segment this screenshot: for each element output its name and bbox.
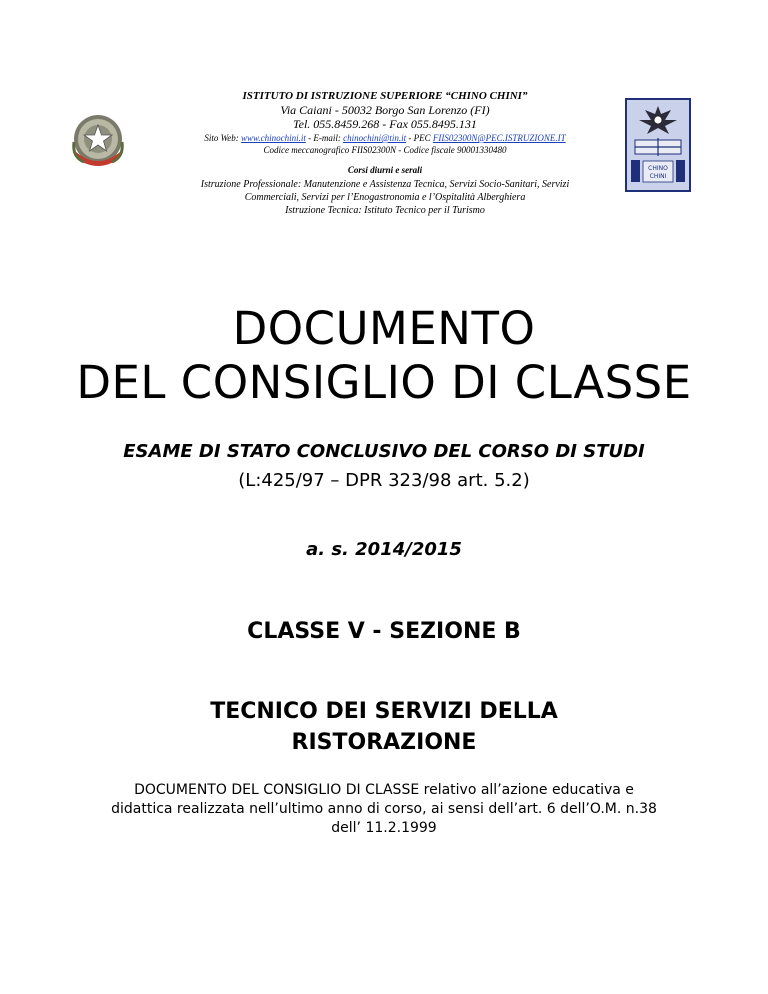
- pec-prefix: - PEC: [406, 133, 433, 143]
- crest-label-line2: CHINI: [649, 173, 667, 180]
- description-line-1: DOCUMENTO DEL CONSIGLIO DI CLASSE relativo all’azione educativa e: [134, 782, 634, 798]
- republic-emblem: [70, 112, 126, 174]
- law-reference: (L:425/97 – DPR 323/98 art. 5.2): [238, 470, 530, 491]
- email-prefix: - E-mail:: [305, 133, 344, 143]
- exam-subtitle: ESAME DI STATO CONCLUSIVO DEL CORSO DI STUDI: [123, 441, 645, 462]
- class-section: CLASSE V - SEZIONE B: [247, 619, 521, 644]
- institute-contacts: [130, 133, 640, 143]
- institute-phone: Tel. 055.8459.268 - Fax 055.8495.131: [293, 117, 477, 131]
- courses-description: [150, 178, 620, 217]
- school-year: a. s. 2014/2015: [306, 539, 462, 560]
- crest-label-line1: CHINO: [648, 165, 668, 172]
- courses-line-2: Commerciali, Servizi per l’Enogastronomia e l’Ospitalità Alberghiera: [244, 192, 526, 203]
- title-line-1: DOCUMENTO: [232, 302, 536, 355]
- website-link[interactable]: www.chinochini.it: [241, 133, 306, 143]
- description-line-3: dell’ 11.2.1999: [331, 820, 437, 836]
- institute-name: ISTITUTO DI ISTRUZIONE SUPERIORE “CHINO CHINI”: [242, 90, 528, 102]
- pec-link[interactable]: FIIS02300N@PEC.ISTRUZIONE.IT: [432, 133, 566, 143]
- course-name-line-2: RISTORAZIONE: [291, 730, 477, 755]
- courses-line-1: Istruzione Professionale: Manutenzione e Assistenza Tecnica, Servizi Socio-Sanitari, Servizi: [200, 179, 570, 190]
- title-line-2: DEL CONSIGLIO DI CLASSE: [76, 356, 692, 409]
- description-line-2: didattica realizzata nell’ultimo anno di corso, ai sensi dell’art. 6 dell’O.M. n.38: [111, 801, 657, 817]
- email-link[interactable]: chinochini@tin.it: [343, 133, 407, 143]
- institute-codes: Codice meccanografico FIIS02300N - Codice fiscale 90001330480: [263, 145, 507, 155]
- courses-heading: Corsi diurni e serali: [347, 165, 423, 175]
- web-prefix: Sito Web:: [204, 133, 241, 143]
- course-name: [0, 696, 768, 758]
- institute-address: Via Caiani - 50032 Borgo San Lorenzo (FI): [280, 103, 490, 117]
- course-name-line-1: TECNICO DEI SERVIZI DELLA: [210, 699, 558, 724]
- document-title: [0, 302, 768, 410]
- document-description: [60, 781, 708, 838]
- courses-line-3: Istruzione Tecnica: Istituto Tecnico per il Turismo: [285, 205, 485, 216]
